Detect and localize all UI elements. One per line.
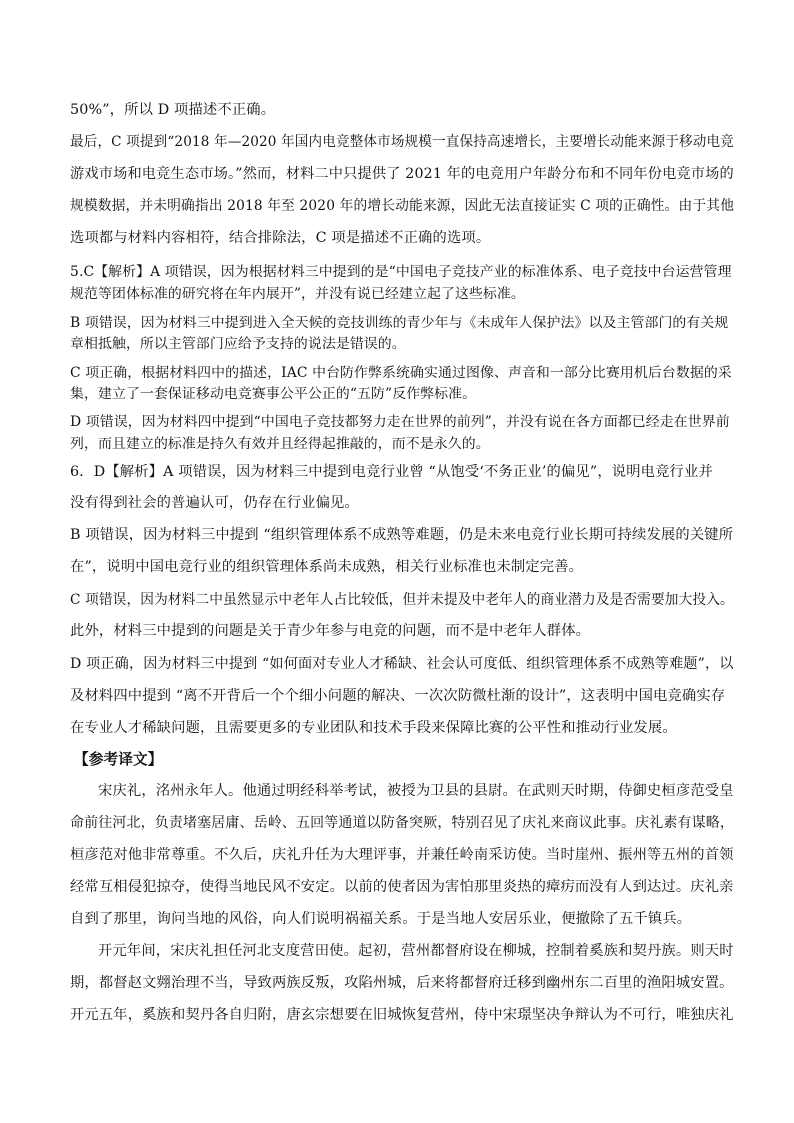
text-line: 50%”，所以 D 项描述不正确。 xyxy=(70,102,276,118)
text-line: D 项错误，因为材料四中提到“中国电子竞技都努力走在世界的前列”，并没有说在各方面都已经走在世界前 xyxy=(70,414,730,430)
text-line: C 项错误，因为材料二中虽然显示中老年人占比较低，但并未提及中老年人的商业潜力及是否需要加大投入。 xyxy=(70,592,734,608)
translation-line: 开元年间，宋庆礼担任河北支度营田使。起初，营州都督府设在柳城，控制着奚族和契丹族。则天时 xyxy=(98,943,734,959)
answer-5-line: 5.C【解析】A 项错误，因为根据材料三中提到的是“中国电子竞技产业的标准体系、电子竞技中台运营管理 xyxy=(70,264,732,280)
translation-line: 开元五年，奚族和契丹各自归附，唐玄宗想要在旧城恢复营州，侍中宋璟坚决争辩认为不可行，唯独庆礼 xyxy=(70,1007,734,1023)
text-line: 选项都与材料内容相符，结合排除法，C 项是描述不正确的选项。 xyxy=(70,230,491,246)
translation-line: 期，都督赵文翙治理不当，导致两族反叛，攻陷州城，后来将都督府迁移到幽州东二百里的渔阳城安置。 xyxy=(70,975,734,991)
translation-line: 命前往河北，负责堵塞居庸、岳岭、五回等通道以防备突厥，特别召见了庆礼来商议此事。庆礼素有谋略， xyxy=(70,815,734,831)
translation-line: 经常互相侵犯掠夺，使得当地民风不安定。以前的使者因为害怕那里炎热的瘴疠而没有人到达过。庆礼亲 xyxy=(70,879,734,895)
translation-line: 宋庆礼，洺州永年人。他通过明经科举考试，被授为卫县的县尉。在武则天时期，侍御史桓彦范受皇 xyxy=(98,783,734,799)
text-line: 没有得到社会的普遍认可，仍存在行业偏见。 xyxy=(70,495,359,511)
answer-6-line: 6．D【解析】A 项错误，因为材料三中提到电竞行业曾 “从饱受‘不务正业’的偏见”，说明电竞行业并 xyxy=(70,464,713,480)
text-line: 最后，C 项提到“2018 年—2020 年国内电竞整体市场规模一直保持高速增长，主要增长动能来源于移动电竞 xyxy=(70,134,734,150)
text-line: 在”，说明中国电竞行业的组织管理体系尚未成熟，相关行业标准也未制定完善。 xyxy=(70,559,584,575)
translation-line: 自到了那里，询问当地的风俗，向人们说明祸福关系。于是当地人安居乐业，便撤除了五千镇兵。 xyxy=(70,911,692,927)
text-line: 规模数据，并未明确指出 2018 年至 2020 年的增长动能来源，因此无法直接证实 C 项的正确性。由于其他 xyxy=(70,198,735,214)
text-line: 及材料四中提到 “离不开背后一个个细小问题的解决、一次次防微杜渐的设计”，这表明中国电竞确实存 xyxy=(70,688,726,704)
text-line: 在专业人才稀缺问题，且需要更多的专业团队和技术手段来保障比赛的公平性和推动行业发展。 xyxy=(70,720,677,736)
text-line: 集，建立了一套保证移动电竞赛事公平公正的“五防”反作弊标准。 xyxy=(70,386,477,402)
text-line: D 项正确，因为材料三中提到 “如何面对专业人才稀缺、社会认可度低、组织管理体系不成熟等难题”，以 xyxy=(70,656,734,672)
text-line: 章相抵触，所以主管部门应给予支持的说法是错误的。 xyxy=(70,336,406,352)
text-line: B 项错误，因为材料三中提到 “组织管理体系不成熟等难题，仍是未来电竞行业长期可持续发展的关键所 xyxy=(70,527,734,543)
text-line: 规范等团体标准的研究将在年内展开”，并没有说已经建立起了这些标准。 xyxy=(70,286,525,302)
translation-line: 桓彦范对他非常尊重。不久后，庆礼升任为大理评事，并兼任岭南采访使。当时崖州、振州等五州的首领 xyxy=(70,847,734,863)
text-line: 游戏市场和电竞生态市场。”然而，材料二中只提供了 2021 年的电竞用户年龄分布和不同年份电竞市场的 xyxy=(70,166,734,182)
section-heading: 【参考译文】 xyxy=(74,751,163,768)
text-line: 列，而且建立的标准是持久有效并且经得起推敲的，而不是永久的。 xyxy=(70,436,490,452)
text-line: B 项错误，因为材料三中提到进入全天候的竞技训练的青少年与《未成年人保护法》以及主管部门的有关规 xyxy=(70,315,729,331)
text-line: C 项正确，根据材料四中的描述，IAC 中台防作弊系统确实通过图像、声音和一部分比赛用机后台数据的采 xyxy=(70,365,732,381)
text-line: 此外，材料三中提到的问题是关于青少年参与电竞的问题，而不是中老年人群体。 xyxy=(70,623,591,639)
